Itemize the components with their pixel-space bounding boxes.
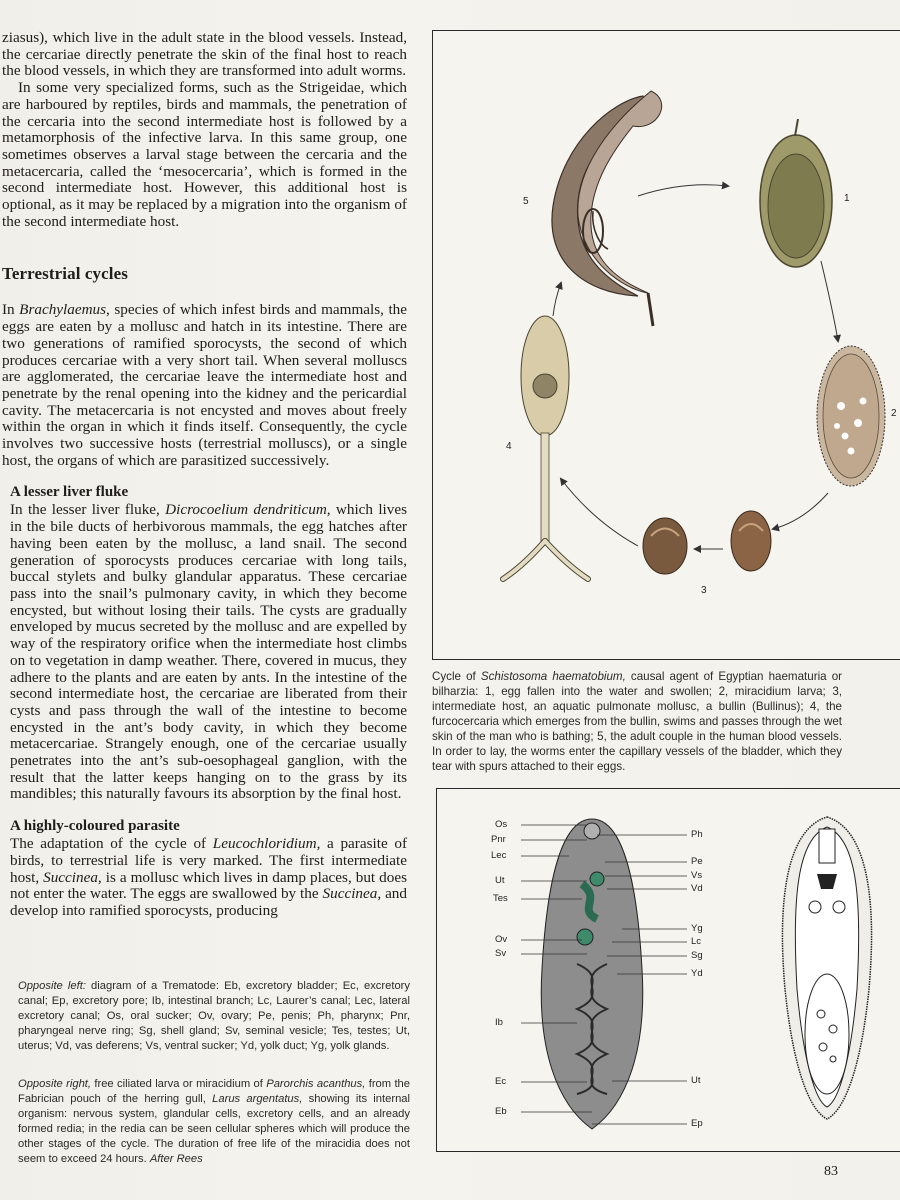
paragraph-1: ziasus), which live in the adult state in the blood vessels. Instead, the cercariae directly penetrate the skin of the final host to reach the blood vessels, in which they are transformed into adult worms. <box>2 29 407 80</box>
label-sg: Sg <box>691 950 703 961</box>
arrow-4-to-5 <box>553 283 561 316</box>
label-tes: Tes <box>493 893 508 904</box>
trematode-illustrations <box>437 789 900 1151</box>
caption-opposite-right: Opposite right, free ciliated larva or miracidium of Parorchis acanthus, from the Fabrician pouch of the herring gull, Larus argentatus, showing its internal organism: nervous system, glandular cells, excretory cells, and an already formed redia; in the redia can be seen cellular spheres which will produce the other stages of the cycle. The duration of free life of the miracidia does not seem to exceed 24 hours. After Rees <box>18 1078 411 1165</box>
label-os: Os <box>495 819 508 830</box>
label-ut-left: Ut <box>495 875 505 886</box>
label-vd: Vd <box>691 883 703 894</box>
label-ov: Ov <box>495 934 508 945</box>
label-pe: Pe <box>691 856 703 867</box>
cycle-illustration <box>433 31 900 659</box>
stage-label-5: 5 <box>523 196 529 207</box>
schistosoma-cycle-figure <box>432 30 900 660</box>
label-ib: Ib <box>495 1017 503 1028</box>
stage-label-1: 1 <box>844 193 850 204</box>
paragraph-3: In Brachylaemus, species of which infest birds and mammals, the eggs are eaten by a mollusc and hatch in its intestine. There are two generations of ramified sporocysts, the second of which produces cercariae with a very short tail. When several molluscs are agglomerated, the cercariae leave the intermediate host and penetrate by the renal opening into the kidney and the pericardial cavity. The metacercaria is not encysted and moves about freely within the organ in which it finds itself. Consequently, the cycle involves two successive hosts (terrestrial molluscs), or a single host, the organs of which are parasitized successively. <box>2 301 408 469</box>
arrow-2-to-3 <box>773 493 828 529</box>
stage-label-4: 4 <box>506 441 512 452</box>
paragraph-4: In the lesser liver fluke, Dicrocoelium dendriticum, which lives in the bile ducts of herbivorous mammals, the egg hatches after having been eaten by the mollusc, a land snail. The second generation of sporocysts produces cercariae with long tails, buccal stylets and bulky glandular apparatus. These cercariae pass into the snail’s pulmonary cavity, in which they become encysted, but without losing their tails. The cysts are gradually enveloped by mucus secreted by the mollusc and are expelled by way of the respiratory orifice when the intermediate host climbs on to vegetation in damp weather. There, covered in mucus, they adhere to the plants and are eaten by ants. In the intestine of the second intermediate host, the cercariae are liberated from their cysts and pass through the wall of the intestine to become encysted in the ant’s body cavity, in which they become metacercariae. Strangely enough, one of the cercariae usually penetrates into the ant’s sub-oesophageal ganglion, with the result that the latter keeps hanging on to the grass by its mandibles; this naturally favours its absorption by the final host. <box>10 501 407 803</box>
miracidium-illustration <box>817 346 885 486</box>
label-yd: Yd <box>691 968 703 979</box>
paragraph-2: In some very specialized forms, such as the Strigeidae, which are harboured by reptiles, birds and mammals, the penetration of the cercaria into the second intermediate host is followed by a metamorphosis of the infective larva. In this same group, one sometimes observes a larval stage between the cercaria and the metacercaria, called the ‘mesocercaria’, which is formed in the second intermediate host. However, this additional host is optional, as it may be replaced by a migration into the organism of the second intermediate host. <box>2 79 407 230</box>
furcocercaria-illustration <box>503 316 588 579</box>
heading-lesser-liver-fluke: A lesser liver fluke <box>10 484 129 501</box>
label-lc: Lc <box>691 936 702 947</box>
paragraph-5: The adaptation of the cycle of Leucochloridium, a parasite of birds, to terrestrial life is very marked. The first intermediate host, Succinea, is a mollusc which lives in damp places, but does not enter the water. The eggs are swallowed by the Succinea, and develop into ramified sporocysts, producing <box>10 835 408 919</box>
arrow-3-to-4 <box>561 479 638 546</box>
heading-terrestrial-cycles: Terrestrial cycles <box>2 264 128 284</box>
trematode-diagram-figure <box>436 788 900 1152</box>
stage-label-2: 2 <box>891 408 897 419</box>
label-ec: Ec <box>495 1076 507 1087</box>
miracidium-parorchis-illustration <box>782 817 871 1119</box>
page-number: 83 <box>824 1164 838 1179</box>
label-pnr: Pnr <box>491 834 506 845</box>
label-ph: Ph <box>691 829 703 840</box>
arrow-1-to-2 <box>821 261 838 341</box>
label-yg: Yg <box>691 923 703 934</box>
heading-highly-coloured-parasite: A highly-coloured parasite <box>10 818 180 835</box>
egg-illustration <box>760 119 832 267</box>
stage-label-3: 3 <box>701 585 707 596</box>
label-eb: Eb <box>495 1106 507 1117</box>
left-text-column <box>2 30 407 920</box>
caption-opposite-left: Opposite left: diagram of a Trematode: Eb, excretory bladder; Ec, excretory canal; Ep, excretory pore; Ib, intestinal branch; Lc, Laurer’s canal; Lec, lateral excretory canal; Os, oral sucker; Ov, ovary; Pe, penis; Ph, pharynx; Pnr, pharyngeal nerve ring; Sg, shell gland; Sv, seminal vesicle; Tes, testes; Ut, uterus; Vd, vas deferens; Vs, ventral sucker; Yd, yolk duct; Yg, yolk glands. <box>18 980 410 1052</box>
label-ut-right: Ut <box>691 1075 701 1086</box>
label-ep: Ep <box>691 1118 703 1129</box>
label-lec: Lec <box>491 850 507 861</box>
caption-schistosoma: Cycle of Schistosoma haematobium, causal agent of Egyptian haematuria or bilharzia: 1, egg fallen into the water and swollen; 2, miracidium larva; 3, intermediate host, an aquatic pulmonate mollusc, a bullin (Bullinus); 4, the furcocercaria which emerges from the bullin, swims and passes through the wet skin of the man who is bathing; 5, the adult couple in the human blood vessels. In order to lay, the worms enter the capillary vessels of the bladder, which they tear with spurs attached to their eggs. <box>432 670 842 773</box>
label-sv: Sv <box>495 948 507 959</box>
label-vs: Vs <box>691 870 703 881</box>
snail-illustration <box>643 511 771 574</box>
arrow-5-to-1 <box>638 185 728 196</box>
adult-worm-couple <box>552 91 662 326</box>
